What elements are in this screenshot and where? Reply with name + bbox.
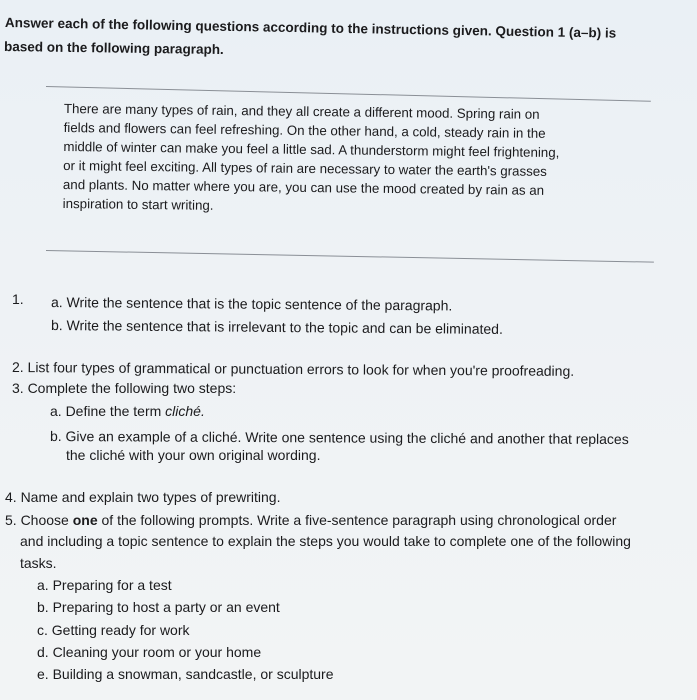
option-d: d. Cleaning your room or your home <box>37 644 262 660</box>
question-number: 1. <box>12 291 24 307</box>
option-c: c. Getting ready for work <box>37 622 190 638</box>
paragraph-line: inspiration to start writing. <box>62 195 214 213</box>
question-5-emphasis: one <box>72 512 98 528</box>
question-3a <box>50 402 205 420</box>
divider <box>46 86 651 102</box>
question-3-text: 3. Complete the following two steps: <box>12 380 237 396</box>
paragraph-line: fields and flowers can feel refreshing. On the other hand, a cold, steady rain in the <box>63 119 546 141</box>
question-3a-prefix: a. Define the term <box>50 403 166 419</box>
question-3a-term: cliché. <box>165 403 205 419</box>
option-a: a. Preparing for a test <box>37 577 172 593</box>
divider <box>46 250 654 263</box>
option-b: b. Preparing to host a party or an event <box>37 599 280 615</box>
paragraph-line: middle of winter can make you feel a little sad. A thunderstorm might feel frightening, <box>63 138 560 161</box>
question-3b-cont: the cliché with your own original wording. <box>66 447 321 463</box>
question-4: 4. Name and explain two types of prewriting. <box>5 489 281 505</box>
paragraph-line: There are many types of rain, and they all create a different mood. Spring rain on <box>63 100 540 122</box>
instructions-line: based on the following paragraph. <box>3 39 224 58</box>
paragraph-line: and plants. No matter where you are, you can use the mood created by rain as an <box>62 176 545 198</box>
question-5-prefix: 5. Choose <box>5 512 73 528</box>
question-1a: a. Write the sentence that is the topic sentence of the paragraph. <box>50 294 453 314</box>
question-5-line: tasks. <box>20 555 57 571</box>
question-5-text <box>5 511 616 529</box>
question-1b: b. Write the sentence that is irrelevant to the topic and can be eliminated. <box>50 317 503 337</box>
instructions-line: Answer each of the following questions according to the instructions given. Question 1 (a–b) is <box>4 15 617 41</box>
question-2: 2. List four types of grammatical or punctuation errors to look for when you're proofreading. <box>11 359 575 379</box>
question-5-line: and including a topic sentence to explain the steps you would take to complete one of the following <box>20 533 631 549</box>
question-5-rest: of the following prompts. Write a five-sentence paragraph using chronological order <box>97 512 617 528</box>
question-3b: b. Give an example of a cliché. Write one sentence using the cliché and another that replaces <box>49 428 629 448</box>
paragraph-line: or it might feel exciting. All types of rain are necessary to water the earth's grasses <box>63 157 547 179</box>
option-e: e. Building a snowman, sandcastle, or sculpture <box>37 666 334 682</box>
